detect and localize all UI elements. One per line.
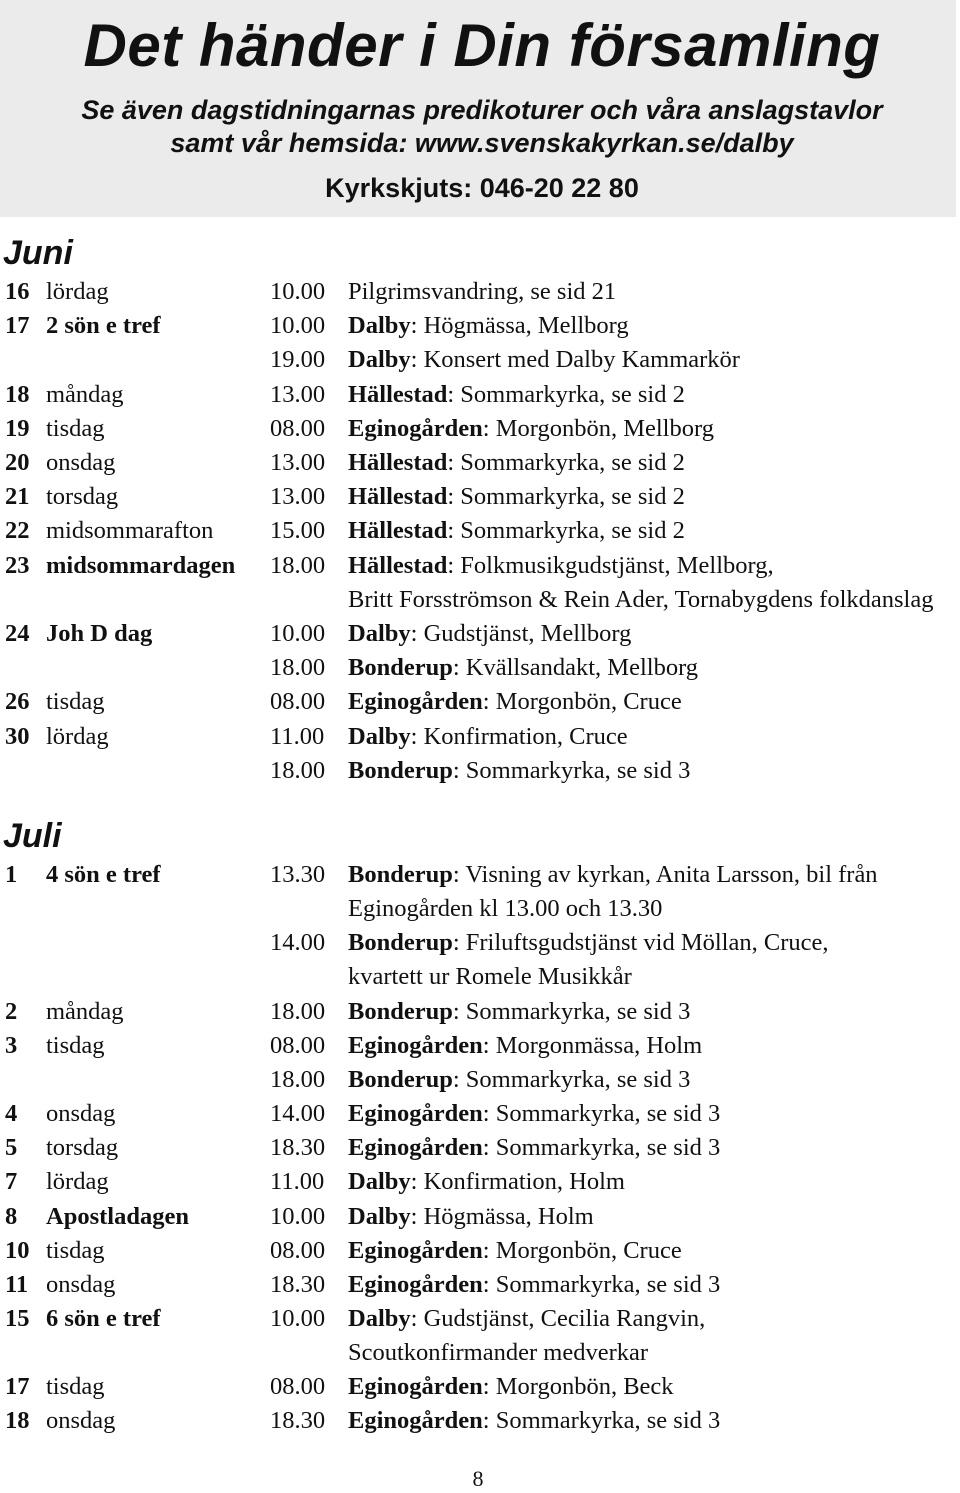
event-description: Eginogården: Morgonmässa, Holm [348, 1031, 703, 1059]
page-title: Det händer i Din församling [83, 12, 881, 79]
event-description: Eginogården kl 13.00 och 13.30 [348, 895, 663, 923]
event-location: Bonderup [348, 756, 453, 784]
event-location: Eginogården [348, 1407, 483, 1435]
event-description: Eginogården: Morgonbön, Cruce [348, 1236, 682, 1264]
event-day-name: tisdag [46, 688, 105, 716]
event-description: Eginogården: Morgonbön, Beck [348, 1373, 674, 1401]
event-location: Dalby [348, 1202, 411, 1230]
event-location: Dalby [348, 346, 411, 374]
event-time: 08.00 [270, 1373, 326, 1401]
event-time: 19.00 [270, 346, 326, 374]
event-description: Bonderup: Friluftsgudstjänst vid Möllan, Cruce, [348, 929, 829, 957]
event-time: 14.00 [270, 1100, 326, 1128]
event-location: Hällestad [348, 517, 448, 545]
event-description: Eginogården: Sommarkyrka, se sid 3 [348, 1100, 721, 1128]
event-day-name: lördag [46, 722, 109, 750]
event-location: Dalby [348, 312, 411, 340]
event-time: 13.00 [270, 380, 326, 408]
event-time: 08.00 [270, 688, 326, 716]
event-location: Eginogården [348, 414, 483, 442]
event-time: 10.00 [270, 278, 326, 305]
month-heading-june: Juni [3, 234, 73, 272]
page-header [0, 0, 956, 217]
event-day-name: tisdag [46, 1236, 105, 1264]
event-time: 10.00 [270, 1202, 326, 1230]
event-location: Eginogården [348, 1373, 483, 1401]
event-time: 18.00 [270, 551, 326, 579]
event-day-name: tisdag [46, 1031, 105, 1059]
event-time: 18.30 [270, 1270, 326, 1298]
event-date-number: 4 [5, 1100, 18, 1128]
event-time: 11.00 [270, 1168, 325, 1196]
event-location: Eginogården [348, 1100, 483, 1128]
event-time: 10.00 [270, 1304, 326, 1332]
event-time: 15.00 [270, 517, 326, 545]
event-day-name: måndag [46, 380, 124, 408]
event-description: Eginogården: Sommarkyrka, se sid 3 [348, 1270, 721, 1298]
event-date-number: 3 [5, 1031, 18, 1059]
event-description: Pilgrimsvandring, se sid 21 [348, 278, 617, 305]
event-date-number: 24 [5, 620, 30, 647]
event-location: Hällestad [348, 551, 448, 579]
event-description: Dalby: Högmässa, Mellborg [348, 312, 629, 340]
event-date-number: 17 [5, 1373, 30, 1401]
event-location: Bonderup [348, 1065, 453, 1093]
church-transport-phone: Kyrkskjuts: 046-20 22 80 [325, 173, 639, 203]
event-day-name: lördag [46, 278, 109, 305]
event-description: Hällestad: Sommarkyrka, se sid 2 [348, 449, 685, 476]
event-location: Eginogården [348, 1270, 483, 1298]
event-day-name: lördag [46, 1168, 109, 1196]
event-day-name: torsdag [46, 483, 119, 511]
event-location: Dalby [348, 620, 411, 647]
header-subtitle-line1: Se även dagstidningarnas predikoturer och våra anslagstavlor [81, 95, 883, 125]
event-day-name: onsdag [46, 1100, 116, 1128]
event-location: Bonderup [348, 861, 453, 888]
event-time: 18.00 [270, 1065, 326, 1093]
event-time: 11.00 [270, 722, 325, 750]
event-date-number: 15 [5, 1304, 30, 1332]
event-date-number: 19 [5, 414, 30, 442]
event-day-name: torsdag [46, 1134, 119, 1162]
event-date-number: 23 [5, 551, 30, 579]
event-location: Bonderup [348, 654, 453, 682]
event-day-name: onsdag [46, 449, 116, 476]
event-description: kvartett ur Romele Musikkår [348, 963, 632, 991]
event-date-number: 20 [5, 449, 30, 476]
event-description: Dalby: Konfirmation, Holm [348, 1168, 625, 1196]
event-location: Dalby [348, 722, 411, 750]
event-day-name: 4 sön e tref [46, 861, 161, 888]
event-description: Dalby: Gudstjänst, Mellborg [348, 620, 632, 647]
event-location: Bonderup [348, 929, 453, 957]
event-date-number: 18 [5, 380, 30, 408]
event-description: Bonderup: Kvällsandakt, Mellborg [348, 654, 699, 682]
event-location: Eginogården [348, 1134, 483, 1162]
event-day-name: 6 sön e tref [46, 1304, 161, 1332]
event-description: Hällestad: Sommarkyrka, se sid 2 [348, 517, 685, 545]
event-description: Bonderup: Visning av kyrkan, Anita Larsson, bil från [348, 861, 878, 888]
event-date-number: 16 [5, 278, 30, 305]
event-description: Dalby: Högmässa, Holm [348, 1202, 594, 1230]
event-time: 08.00 [270, 1236, 326, 1264]
event-date-number: 2 [5, 997, 18, 1025]
event-time: 18.30 [270, 1407, 326, 1435]
event-description: Hällestad: Sommarkyrka, se sid 2 [348, 380, 685, 408]
event-location: Eginogården [348, 688, 483, 716]
event-date-number: 17 [5, 312, 30, 340]
event-day-name: onsdag [46, 1407, 116, 1435]
event-time: 13.00 [270, 483, 326, 511]
event-time: 18.00 [270, 756, 326, 784]
event-day-name: Apostladagen [46, 1202, 189, 1230]
event-location: Bonderup [348, 997, 453, 1025]
event-day-name: 2 sön e tref [46, 312, 161, 340]
event-description: Scoutkonfirmander medverkar [348, 1339, 649, 1367]
event-time: 13.30 [270, 861, 326, 888]
event-description: Eginogården: Sommarkyrka, se sid 3 [348, 1134, 721, 1162]
event-date-number: 7 [5, 1168, 18, 1196]
event-description: Hällestad: Folkmusikgudstjänst, Mellborg, [348, 551, 774, 579]
event-time: 18.00 [270, 997, 326, 1025]
month-heading-july: Juli [3, 817, 62, 855]
event-time: 14.00 [270, 929, 326, 957]
event-description: Dalby: Gudstjänst, Cecilia Rangvin, [348, 1304, 706, 1332]
event-date-number: 1 [5, 861, 18, 888]
event-description: Bonderup: Sommarkyrka, se sid 3 [348, 997, 691, 1025]
event-location: Hällestad [348, 449, 448, 476]
event-day-name: tisdag [46, 1373, 105, 1401]
event-location: Dalby [348, 1304, 411, 1332]
event-date-number: 5 [5, 1134, 18, 1162]
event-location: Hällestad [348, 380, 448, 408]
event-date-number: 26 [5, 688, 30, 716]
event-date-number: 11 [5, 1270, 29, 1298]
event-date-number: 18 [5, 1407, 30, 1435]
event-description: Dalby: Konsert med Dalby Kammarkör [348, 346, 740, 374]
event-day-name: onsdag [46, 1270, 116, 1298]
event-time: 13.00 [270, 449, 326, 476]
event-time: 08.00 [270, 414, 326, 442]
event-description: Dalby: Konfirmation, Cruce [348, 722, 628, 750]
event-day-name: måndag [46, 997, 124, 1025]
event-location: Hällestad [348, 483, 448, 511]
event-description: Britt Forsströmson & Rein Ader, Tornabygdens folkdanslag [348, 585, 934, 613]
event-description: Eginogården: Morgonbön, Cruce [348, 688, 682, 716]
event-time: 18.00 [270, 654, 326, 682]
event-description: Bonderup: Sommarkyrka, se sid 3 [348, 756, 691, 784]
event-description: Eginogården: Morgonbön, Mellborg [348, 414, 714, 442]
event-description: Bonderup: Sommarkyrka, se sid 3 [348, 1065, 691, 1093]
event-location: Eginogården [348, 1031, 483, 1059]
event-location: Dalby [348, 1168, 411, 1196]
event-time: 10.00 [270, 620, 326, 647]
event-day-name: midsommardagen [46, 551, 236, 579]
event-description: Eginogården: Sommarkyrka, se sid 3 [348, 1407, 721, 1435]
event-time: 08.00 [270, 1031, 326, 1059]
event-time: 10.00 [270, 312, 326, 340]
event-day-name: tisdag [46, 414, 105, 442]
event-day-name: Joh D dag [46, 620, 153, 647]
header-subtitle-line2: samt vår hemsida: www.svenskakyrkan.se/dalby [170, 128, 794, 158]
event-date-number: 10 [5, 1236, 30, 1264]
event-time: 18.30 [270, 1134, 326, 1162]
event-day-name: midsommarafton [46, 517, 214, 545]
event-date-number: 22 [5, 517, 30, 545]
event-date-number: 8 [5, 1202, 18, 1230]
event-description: Hällestad: Sommarkyrka, se sid 2 [348, 483, 685, 511]
page-number: 8 [472, 1466, 484, 1491]
event-date-number: 21 [5, 483, 30, 511]
event-location: Eginogården [348, 1236, 483, 1264]
event-date-number: 30 [5, 722, 30, 750]
